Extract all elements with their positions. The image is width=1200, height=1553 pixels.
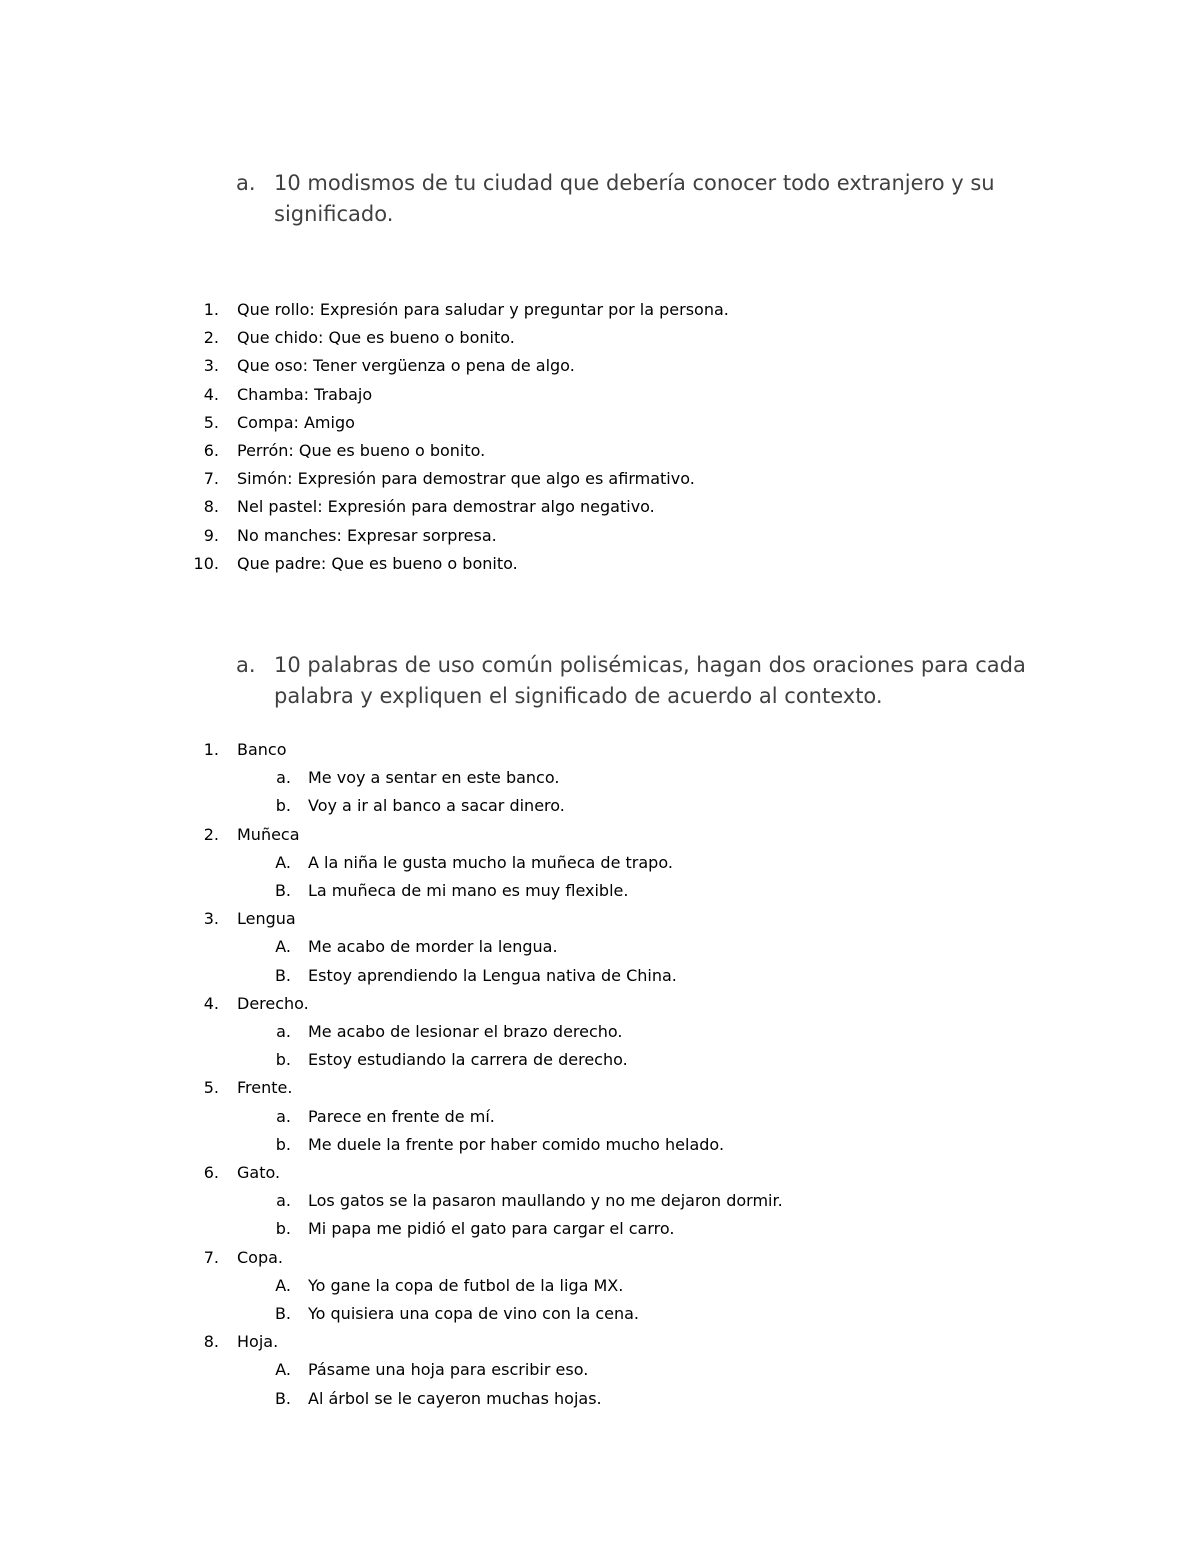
list-text: Parece en frente de mí.	[308, 1106, 495, 1126]
list-number: B.	[274, 1388, 291, 1408]
list-number: B.	[274, 881, 291, 900]
list-number: 6.	[203, 1163, 219, 1182]
section1-marker: a.	[236, 171, 256, 195]
list-text: Copa.	[237, 1247, 284, 1267]
list-text: Frente.	[237, 1078, 293, 1098]
list-text: Voy a ir al banco a sacar dinero.	[308, 796, 565, 816]
list-number: b.	[275, 1134, 291, 1154]
list-text: Chamba: Trabajo	[237, 384, 373, 404]
list-text: Que oso: Tener vergüenza o pena de algo.	[237, 356, 575, 376]
list-number: 10.	[193, 553, 219, 573]
list-number: a.	[276, 768, 291, 788]
list-text: Que padre: Que es bueno o bonito.	[237, 553, 518, 573]
list-number: 4.	[203, 993, 219, 1013]
list-text: Que rollo: Expresión para saludar y preguntar por la persona.	[237, 300, 729, 319]
list-text: Mi papa me pidió el gato para cargar el carro.	[308, 1219, 675, 1239]
list-number: 2.	[203, 328, 219, 348]
list-number: 1.	[203, 300, 219, 319]
list-text: Estoy estudiando la carrera de derecho.	[308, 1050, 628, 1070]
list-number: b.	[275, 796, 291, 816]
list-number: A.	[275, 1275, 291, 1295]
list-number: B.	[274, 965, 291, 985]
list-number: 9.	[203, 525, 219, 545]
list-number: 5.	[203, 1078, 219, 1098]
list-number: 8.	[203, 1332, 219, 1352]
list-text: Derecho.	[237, 993, 309, 1013]
list-number: b.	[275, 1219, 291, 1239]
list-number: a.	[276, 1022, 291, 1041]
list-number: 4.	[203, 384, 219, 404]
list-text: Banco	[237, 740, 287, 759]
list-text: Gato.	[237, 1163, 281, 1182]
list-text: Me voy a sentar en este banco.	[308, 768, 560, 788]
list-number: 6.	[203, 441, 219, 460]
list-number: A.	[275, 1360, 291, 1380]
list-number: 7.	[203, 1247, 219, 1267]
list-text: Al árbol se le cayeron muchas hojas.	[308, 1388, 602, 1408]
section1-title: 10 modismos de tu ciudad que debería conocer todo extranjero y su significado.	[274, 171, 995, 226]
list-text: Hoja.	[237, 1332, 279, 1352]
list-text: Estoy aprendiendo la Lengua nativa de China.	[308, 965, 677, 985]
list-text: Me duele la frente por haber comido mucho helado.	[308, 1134, 725, 1154]
list-number: a.	[276, 1191, 291, 1211]
list-number: b.	[275, 1050, 291, 1070]
list-number: 8.	[203, 497, 219, 517]
list-text: Yo gane la copa de futbol de la liga MX.	[308, 1275, 624, 1295]
list-number: B.	[274, 1304, 291, 1323]
list-number: 7.	[203, 469, 219, 489]
list-text: Los gatos se la pasaron maullando y no me dejaron dormir.	[308, 1191, 783, 1211]
list-text: Que chido: Que es bueno o bonito.	[237, 328, 515, 348]
list-text: Pásame una hoja para escribir eso.	[308, 1360, 589, 1380]
list-text: Perrón: Que es bueno o bonito.	[237, 441, 486, 460]
list-number: 2.	[203, 824, 219, 844]
list-text: Me acabo de lesionar el brazo derecho.	[308, 1022, 623, 1041]
list-number: 1.	[203, 740, 219, 759]
list-text: Nel pastel: Expresión para demostrar algo negativo.	[237, 497, 655, 517]
list-text: Lengua	[237, 909, 296, 929]
list-text: Me acabo de morder la lengua.	[308, 937, 558, 957]
list-text: Muñeca	[237, 824, 300, 844]
list-text: Compa: Amigo	[237, 412, 355, 432]
list-text: No manches: Expresar sorpresa.	[237, 525, 497, 545]
section2-heading	[236, 650, 1036, 712]
list-text: Yo quisiera una copa de vino con la cena.	[308, 1304, 639, 1323]
section2-marker: a.	[236, 653, 256, 677]
section1-heading	[236, 168, 1036, 230]
list-number: 3.	[203, 909, 219, 929]
list-number: 5.	[203, 412, 219, 432]
list-number: A.	[275, 852, 291, 872]
section2-title: 10 palabras de uso común polisémicas, hagan dos oraciones para cada palabra y expliquen el significado de acuerdo al contexto.	[274, 653, 1026, 708]
list-text: A la niña le gusta mucho la muñeca de trapo.	[308, 852, 673, 872]
list-number: a.	[276, 1106, 291, 1126]
list-number: 3.	[203, 356, 219, 376]
list-text: Simón: Expresión para demostrar que algo es afirmativo.	[237, 469, 695, 489]
list-text: La muñeca de mi mano es muy flexible.	[308, 881, 629, 900]
list-number: A.	[275, 937, 291, 957]
